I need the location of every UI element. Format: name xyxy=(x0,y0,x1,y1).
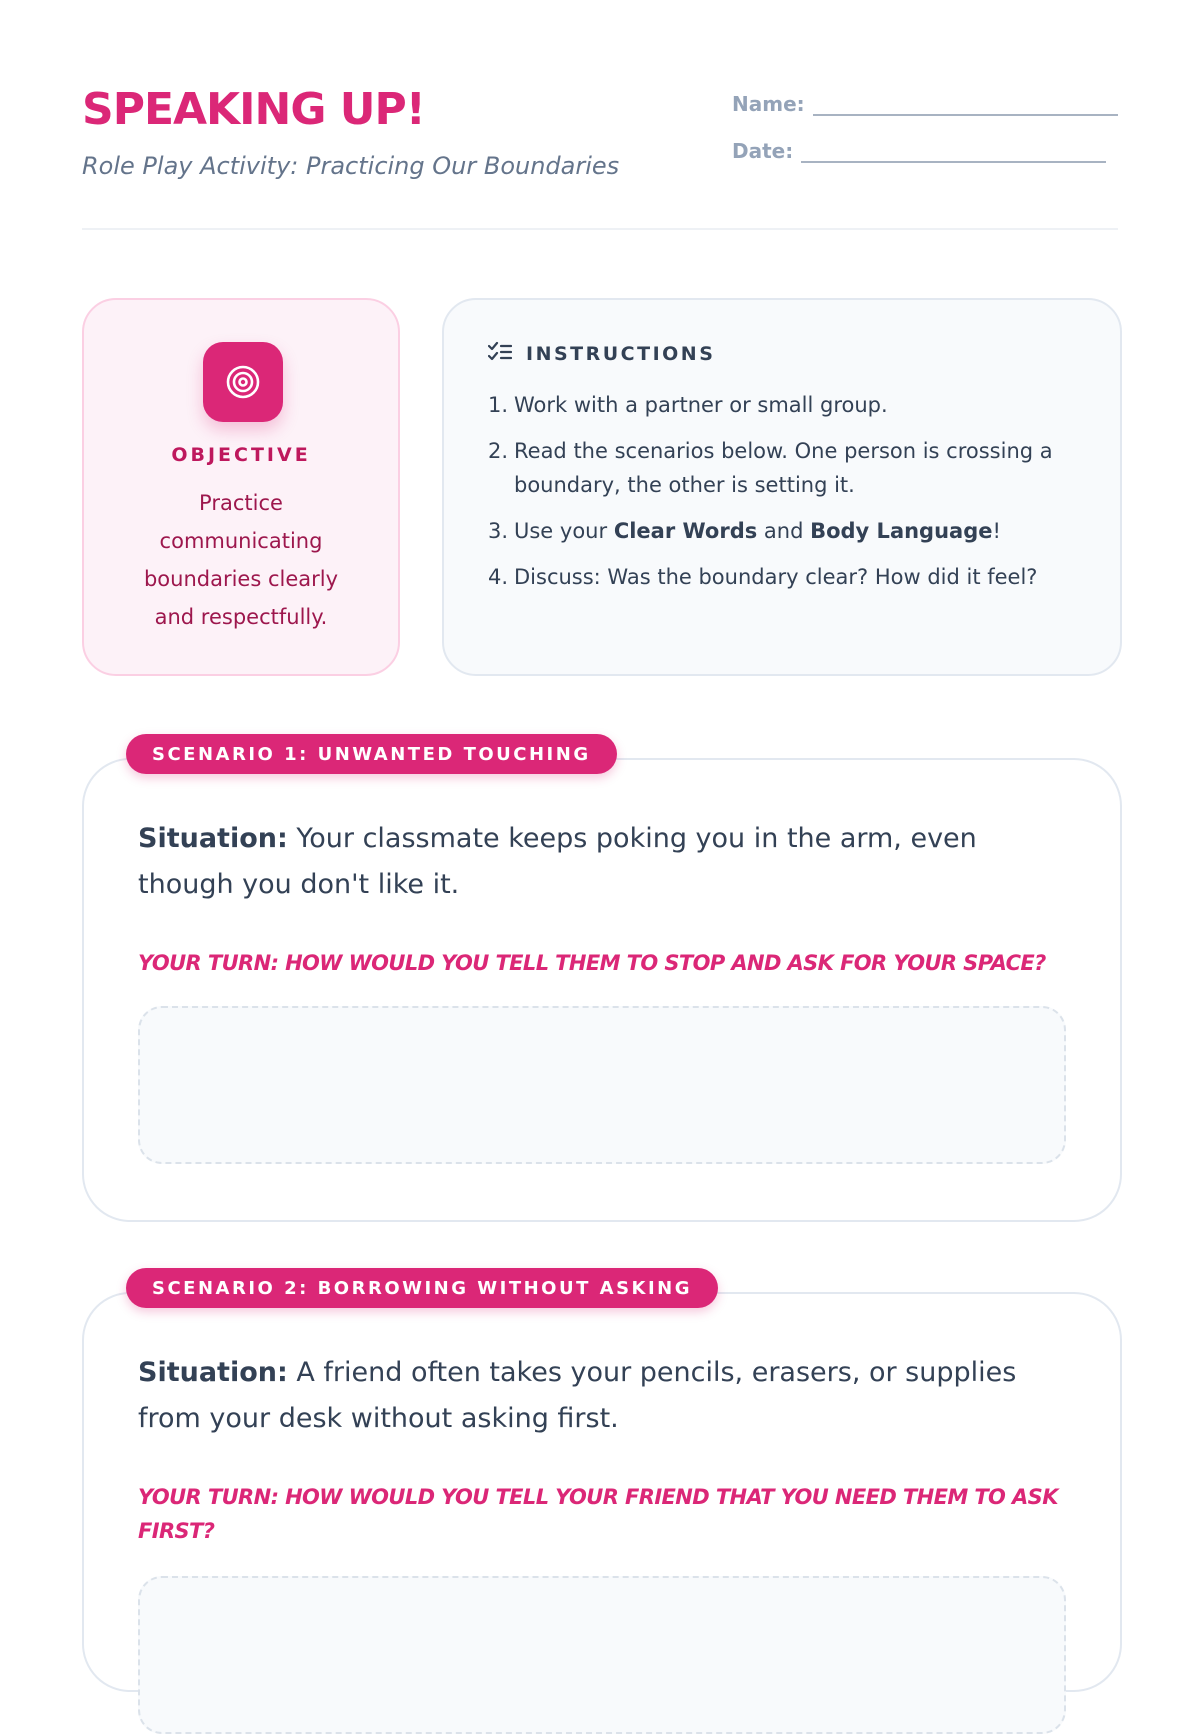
instructions-heading xyxy=(488,342,1076,366)
scenario-badge: SCENARIO 1: UNWANTED TOUCHING xyxy=(126,734,617,774)
scenario-card-2 xyxy=(82,1277,1122,1692)
name-label: Name: xyxy=(732,92,805,116)
clear-words-emphasis: Clear Words xyxy=(613,519,758,543)
name-line[interactable] xyxy=(813,98,1118,116)
name-date-fields xyxy=(732,94,1118,188)
page-title: SPEAKING UP! xyxy=(82,84,425,135)
instructions-label: INSTRUCTIONS xyxy=(526,343,716,365)
objective-text: Practice communicating boundaries clearly and respectfully. xyxy=(143,491,339,629)
instruction-item: 3. Use your Clear Words and Body Language! xyxy=(488,519,1001,543)
instructions-card xyxy=(442,298,1122,676)
objective-label: OBJECTIVE xyxy=(171,444,311,466)
checklist-icon xyxy=(488,341,512,367)
date-label: Date: xyxy=(732,139,794,163)
objective-card xyxy=(82,298,400,676)
scenario-card-1 xyxy=(82,743,1122,1222)
date-line[interactable] xyxy=(801,145,1106,163)
scenario-prompt: YOUR TURN: HOW WOULD YOU TELL YOUR FRIEND THAT YOU NEED THEM TO ASK FIRST? xyxy=(138,1485,1058,1543)
instructions-list xyxy=(488,388,1076,594)
worksheet-header xyxy=(82,0,1118,230)
scenario-badge: SCENARIO 2: BORROWING WITHOUT ASKING xyxy=(126,1268,718,1308)
instruction-item: 2. Read the scenarios below. One person is crossing a boundary, the other is setting it. xyxy=(488,439,1053,497)
target-icon xyxy=(203,342,283,422)
scenario-prompt: YOUR TURN: HOW WOULD YOU TELL THEM TO STOP AND ASK FOR YOUR SPACE? xyxy=(138,951,1046,975)
date-field[interactable] xyxy=(732,141,1118,163)
scenario-situation: Situation: A friend often takes your pencils, erasers, or supplies from your desk without asking first. xyxy=(138,1357,1017,1434)
name-field[interactable] xyxy=(732,94,1118,116)
scenario-situation: Situation: Your classmate keeps poking you in the arm, even though you don't like it. xyxy=(138,823,977,900)
instruction-item: 1. Work with a partner or small group. xyxy=(488,393,888,417)
page-subtitle: Role Play Activity: Practicing Our Boundaries xyxy=(82,152,620,180)
answer-box[interactable] xyxy=(138,1006,1066,1164)
instruction-item: 4. Discuss: Was the boundary clear? How did it feel? xyxy=(488,565,1038,589)
intro-row xyxy=(82,298,1122,676)
body-language-emphasis: Body Language xyxy=(810,519,993,543)
